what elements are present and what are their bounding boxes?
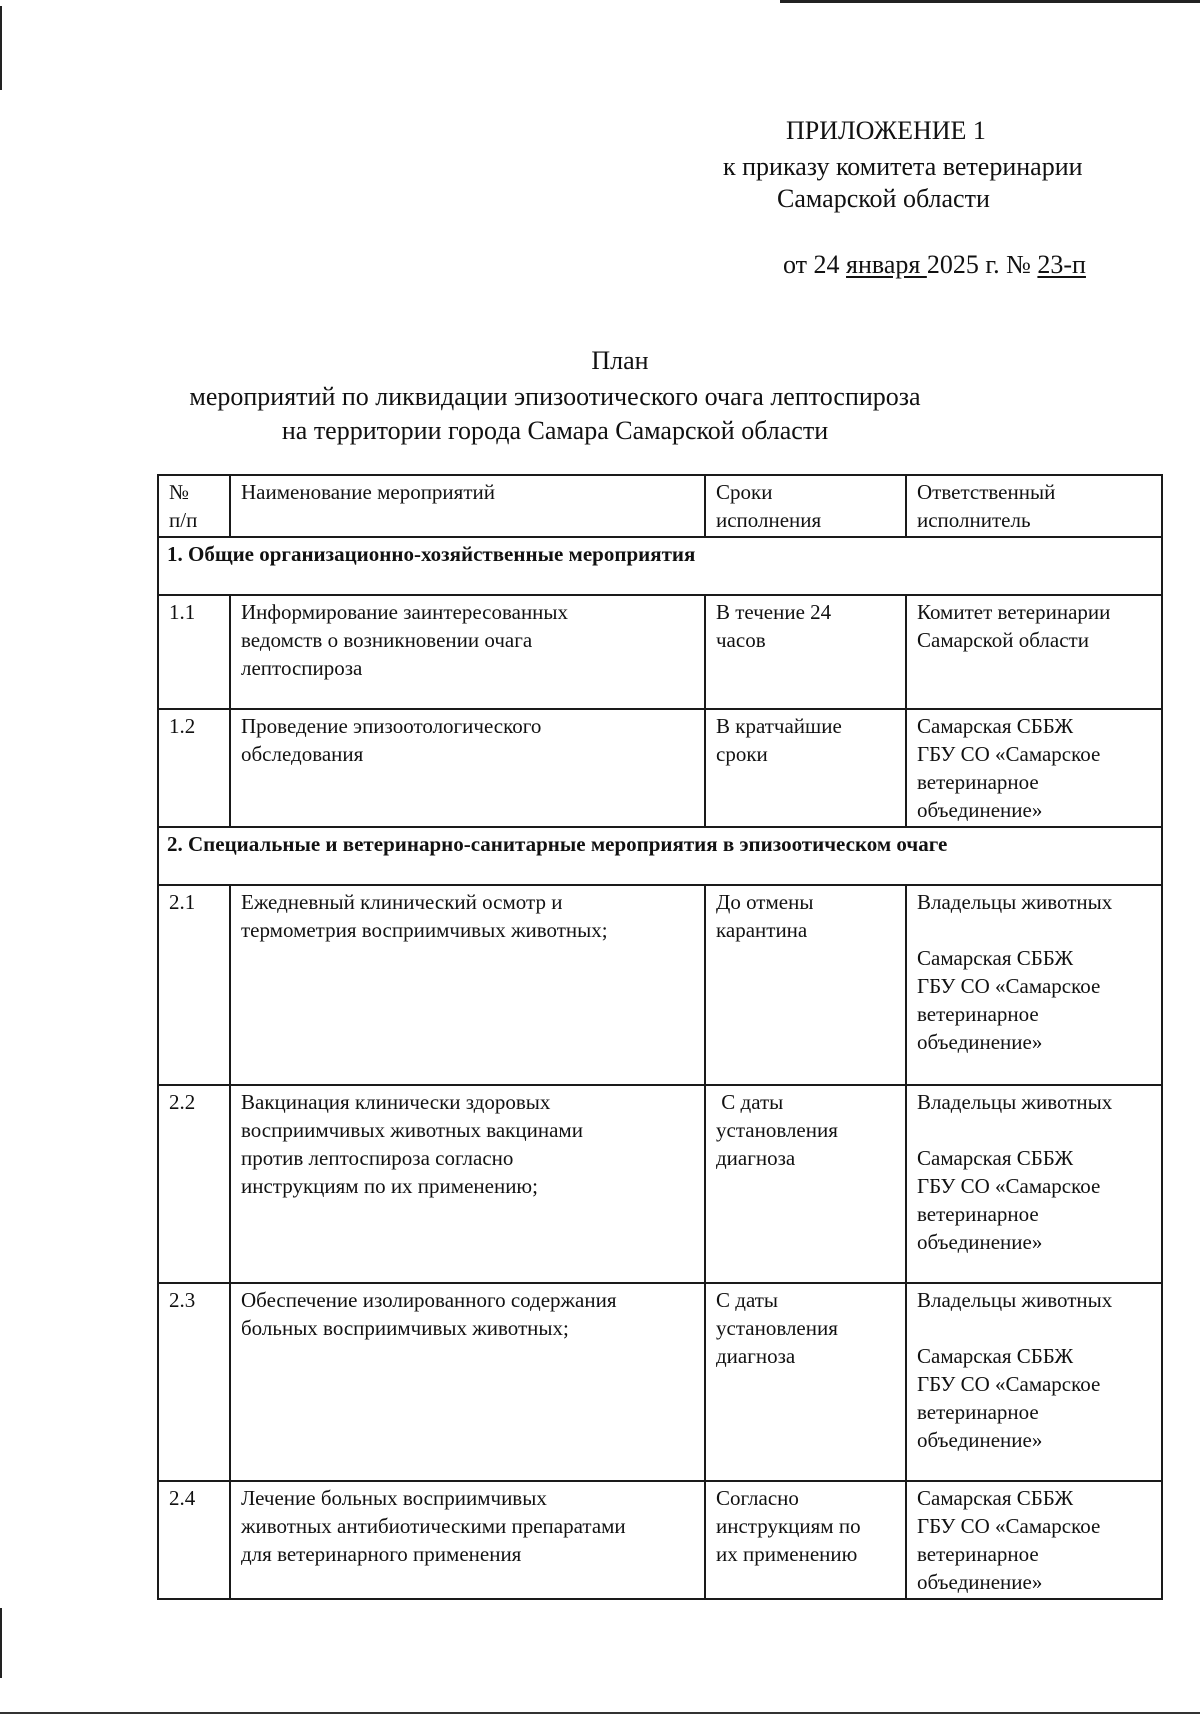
row-name: Обеспечение изолированного содержания больных восприимчивых животных; bbox=[230, 1283, 705, 1481]
table-row bbox=[158, 1481, 1162, 1599]
table-row bbox=[158, 1283, 1162, 1481]
row-num: 2.1 bbox=[158, 885, 230, 1085]
row-num: 2.2 bbox=[158, 1085, 230, 1283]
row-num: 1.2 bbox=[158, 709, 230, 827]
table-row bbox=[158, 595, 1162, 709]
table-row bbox=[158, 709, 1162, 827]
order-date bbox=[783, 250, 1086, 280]
order-number: 23-п bbox=[1037, 250, 1086, 279]
appendix-title: ПРИЛОЖЕНИЕ 1 bbox=[786, 116, 986, 145]
row-name: Вакцинация клинически здоровых восприимчивых животных вакцинами против лептоспироза согласно инструкциям по их применению; bbox=[230, 1085, 705, 1283]
table-row bbox=[158, 1085, 1162, 1283]
scan-edge-left-top bbox=[0, 6, 2, 90]
date-month: января bbox=[846, 250, 927, 279]
row-responsible: Самарская СББЖ ГБУ СО «Самарское ветеринарное объединение» bbox=[906, 1481, 1162, 1599]
row-responsible: Владельцы животных Самарская СББЖ ГБУ СО «Самарское ветеринарное объединение» bbox=[906, 1085, 1162, 1283]
plan-subtitle-2: на территории города Самара Самарской области bbox=[281, 416, 829, 445]
row-term: До отмены карантина bbox=[705, 885, 906, 1085]
header-responsible: Ответственный исполнитель bbox=[906, 475, 1162, 537]
row-name: Лечение больных восприимчивых животных антибиотическими препаратами для ветеринарного применения bbox=[230, 1481, 705, 1599]
row-term: С даты установления диагноза bbox=[705, 1283, 906, 1481]
row-num: 1.1 bbox=[158, 595, 230, 709]
plan-subtitle-1: мероприятий по ликвидации эпизоотического очага лептоспироза bbox=[189, 382, 921, 411]
row-term: С даты установления диагноза bbox=[705, 1085, 906, 1283]
header-term: Сроки исполнения bbox=[705, 475, 906, 537]
header-name: Наименование мероприятий bbox=[230, 475, 705, 537]
table-row bbox=[158, 885, 1162, 1085]
date-prefix: от 24 bbox=[783, 250, 847, 279]
row-responsible: Комитет ветеринарии Самарской области bbox=[906, 595, 1162, 709]
row-term: В течение 24 часов bbox=[705, 595, 906, 709]
row-responsible: Владельцы животных Самарская СББЖ ГБУ СО «Самарское ветеринарное объединение» bbox=[906, 885, 1162, 1085]
scan-edge-bottom bbox=[0, 1712, 1200, 1714]
row-num: 2.4 bbox=[158, 1481, 230, 1599]
row-term: В кратчайшие сроки bbox=[705, 709, 906, 827]
section-row-1 bbox=[158, 537, 1162, 595]
table-header-row bbox=[158, 475, 1162, 537]
section-title-2: 2. Специальные и ветеринарно-санитарные мероприятия в эпизоотическом очаге bbox=[158, 827, 1162, 885]
header-num: № п/п bbox=[158, 475, 230, 537]
row-name: Ежедневный клинический осмотр и термометрия восприимчивых животных; bbox=[230, 885, 705, 1085]
row-responsible: Владельцы животных Самарская СББЖ ГБУ СО «Самарское ветеринарное объединение» bbox=[906, 1283, 1162, 1481]
row-term: Согласно инструкциям по их применению bbox=[705, 1481, 906, 1599]
section-row-2 bbox=[158, 827, 1162, 885]
appendix-line-1: к приказу комитета ветеринарии bbox=[723, 152, 1083, 181]
appendix-line-2: Самарской области bbox=[777, 184, 990, 213]
section-title-1: 1. Общие организационно-хозяйственные мероприятия bbox=[158, 537, 1162, 595]
plan-title: План bbox=[591, 346, 649, 375]
row-name: Информирование заинтересованных ведомств о возникновении очага лептоспироза bbox=[230, 595, 705, 709]
row-responsible: Самарская СББЖ ГБУ СО «Самарское ветеринарное объединение» bbox=[906, 709, 1162, 827]
measures-table bbox=[157, 474, 1163, 1600]
row-num: 2.3 bbox=[158, 1283, 230, 1481]
row-name: Проведение эпизоотологического обследования bbox=[230, 709, 705, 827]
date-year: 2025 г. № bbox=[926, 250, 1038, 279]
scan-edge-top bbox=[780, 0, 1200, 3]
scan-edge-left-bottom bbox=[0, 1608, 2, 1678]
